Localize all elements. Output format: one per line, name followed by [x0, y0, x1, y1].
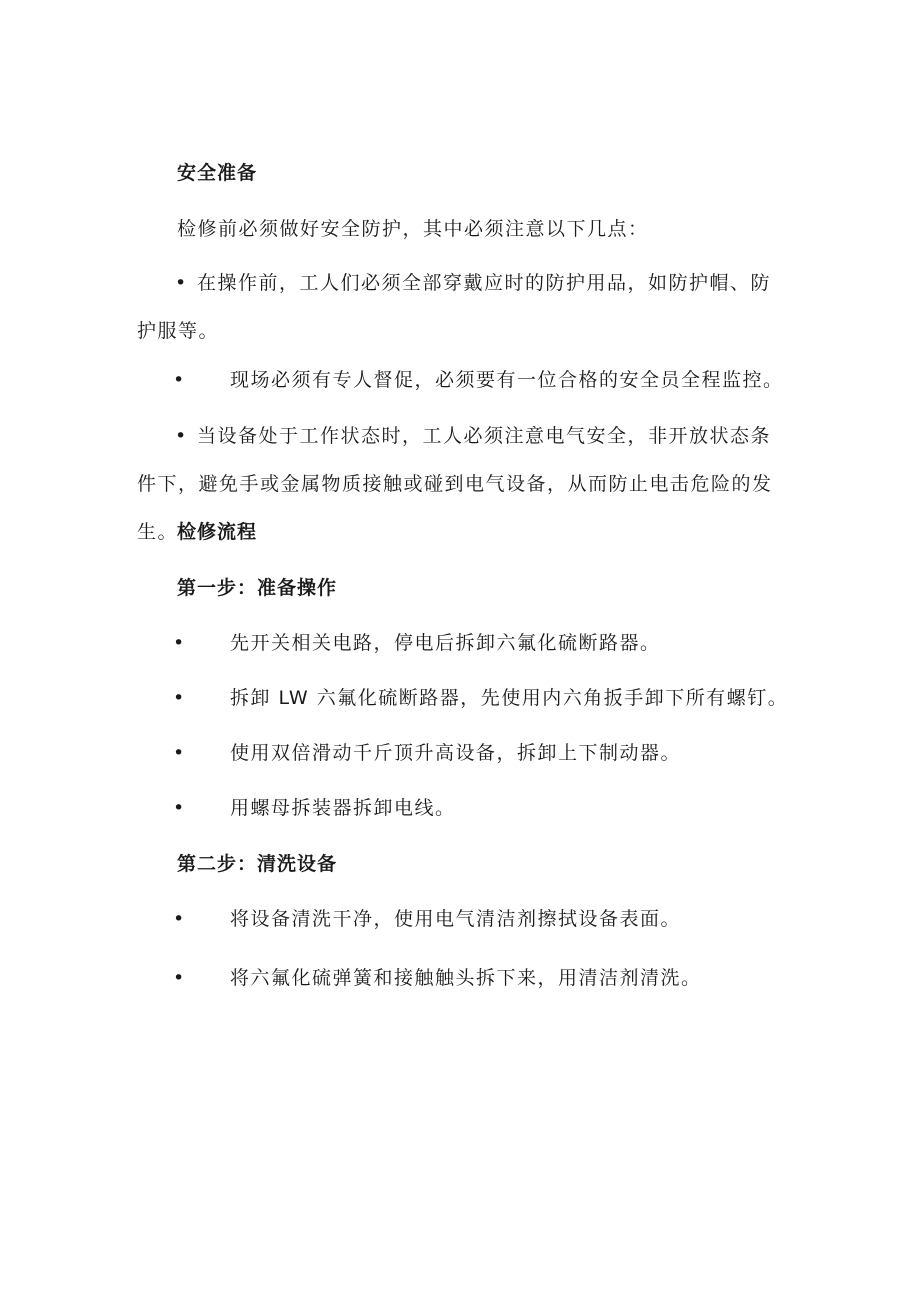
step2-item-text: 将设备清洗干净，使用电气清洁剂擦拭设备表面。 [230, 908, 682, 930]
step1-item-text: 使用双倍滑动千斤顶升高设备，拆卸上下制动器。 [230, 742, 682, 764]
bullet-icon: • [173, 797, 186, 819]
bullet-icon: • [173, 967, 186, 989]
bullet-icon: • [173, 687, 186, 709]
step1-title: 第一步：准备操作 [177, 577, 338, 599]
step1-item-text: 用螺母拆装器拆卸电线。 [230, 797, 456, 819]
safety-item-text: 在操作前，工人们必须全部穿戴应时的防护用品，如防护帽、防护服等。 [137, 272, 772, 342]
step2-title: 第二步：清洗设备 [177, 853, 338, 875]
safety-item [137, 259, 787, 355]
safety-intro: 检修前必须做好安全防护，其中必须注意以下几点： [177, 218, 649, 240]
step2-item-text: 将六氟化硫弹簧和接触触头拆下来，用清洁剂清洗。 [230, 967, 702, 989]
section-title-safety: 安全准备 [177, 162, 258, 184]
step1-item-text: 先开关相关电路，停电后拆卸六氟化硫断路器。 [230, 632, 661, 654]
bullet-icon: • [175, 425, 188, 447]
step1-item-text: 拆卸 LW 六氟化硫断路器，先使用内六角扳手卸下所有螺钉。 [230, 687, 789, 709]
bullet-icon: • [173, 369, 186, 391]
bullet-icon: • [173, 742, 186, 764]
safety-item-text: 当设备处于工作状态时，工人必须注意电气安全，非开放状态条件下，避免手或金属物质接触或碰到电气设备，从而防止电击危险的发生。 [137, 425, 773, 543]
section-title-process: 检修流程 [177, 521, 258, 543]
bullet-icon: • [173, 908, 186, 930]
safety-item-text: 现场必须有专人督促，必须要有一位合格的安全员全程监控。 [230, 369, 784, 391]
bullet-icon: • [175, 272, 188, 294]
bullet-icon: • [173, 632, 186, 654]
